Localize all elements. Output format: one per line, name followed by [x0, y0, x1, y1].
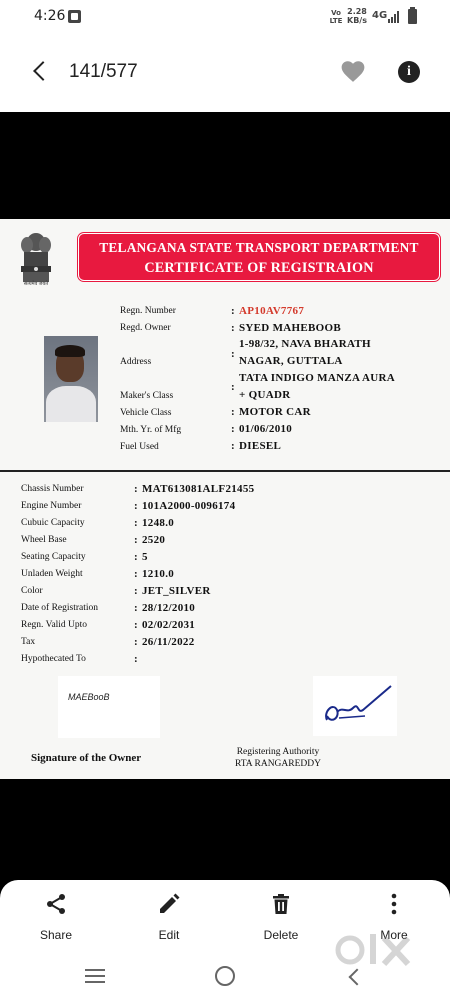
field-label: Hypothecated To — [21, 654, 86, 664]
field-value: 5 — [142, 551, 148, 563]
field-label: Regn. Valid Upto — [21, 620, 88, 630]
field-value: 2520 — [142, 534, 166, 546]
top-app-bar — [0, 34, 450, 112]
status-bar — [0, 0, 450, 34]
emblem-caption: सत्यमेव जयते — [23, 282, 49, 287]
field-label: Address — [120, 357, 152, 367]
gallery-notification-icon — [68, 10, 81, 23]
battery-icon — [408, 9, 417, 24]
field-value: 28/12/2010 — [142, 602, 196, 614]
more-label: More — [380, 928, 408, 942]
network-type: 4G — [372, 10, 388, 21]
recent-apps-button[interactable] — [85, 968, 105, 984]
field-label: Fuel Used — [120, 442, 159, 452]
field-value: 02/02/2031 — [142, 619, 196, 631]
field-value: JET_SILVER — [142, 585, 211, 597]
field-value: 1248.0 — [142, 517, 175, 529]
status-time: 4:26 — [34, 8, 66, 24]
field-label: Tax — [21, 637, 36, 647]
field-label: Mth. Yr. of Mfg — [120, 425, 182, 435]
regn-number-value: AP10AV7767 — [239, 305, 305, 317]
address-value-line2: NAGAR, GUTTALA — [239, 355, 343, 367]
edit-label: Edit — [158, 928, 180, 942]
banner-certificate-title: CERTIFICATE OF REGISTRAION — [144, 260, 374, 276]
address-value-line1: 1-98/32, NAVA BHARATH — [239, 338, 371, 350]
field-label: Maker's Class — [120, 391, 174, 401]
vehicle-class-value: MOTOR CAR — [239, 406, 311, 418]
makers-class-value-line2: + QUADR — [239, 389, 291, 401]
field-label: Color — [21, 586, 43, 596]
certificate-banner — [78, 233, 440, 281]
banner-department: TELANGANA STATE TRANSPORT DEPARTMENT — [99, 240, 419, 255]
back-button[interactable] — [26, 56, 56, 86]
field-value: 26/11/2022 — [142, 636, 195, 648]
field-value: MAT613081ALF21455 — [142, 483, 255, 495]
share-button[interactable] — [21, 892, 91, 942]
owner-photo — [44, 336, 98, 422]
delete-button[interactable] — [246, 892, 316, 942]
field-value: 101A2000-0096174 — [142, 500, 236, 512]
network-speed: 2.28 KB/s — [347, 7, 367, 25]
field-label: Seating Capacity — [21, 552, 86, 562]
authority-name: RTA RANGAREDDY — [234, 759, 322, 769]
national-emblem-icon — [14, 227, 58, 289]
delete-label: Delete — [263, 928, 299, 942]
owner-value: SYED MAHEBOOB — [239, 322, 341, 334]
edit-button[interactable] — [134, 892, 204, 942]
share-label: Share — [39, 928, 73, 942]
trash-icon — [269, 892, 293, 916]
authority-signature-icon — [313, 676, 397, 736]
section-divider — [0, 470, 450, 472]
fuel-value: DIESEL — [239, 440, 282, 452]
field-label: Wheel Base — [21, 535, 67, 545]
image-counter: 141/577 — [69, 61, 138, 82]
info-icon[interactable]: i — [398, 61, 420, 83]
signal-icon — [388, 11, 402, 23]
owner-signature-text: MAEBooB — [68, 692, 110, 702]
authority-signature-box — [313, 676, 397, 736]
makers-class-value-line1: TATA INDIGO MANZA AURA — [239, 372, 396, 384]
authority-title: Registering Authority — [236, 747, 320, 757]
mfg-date-value: 01/06/2010 — [239, 423, 293, 435]
field-label: Chassis Number — [21, 484, 84, 494]
owner-signature-box — [58, 676, 160, 738]
field-label: Date of Registration — [21, 603, 99, 613]
share-icon — [44, 892, 68, 916]
owner-signature-label: Signature of the Owner — [31, 752, 142, 764]
registering-authority — [230, 746, 326, 770]
field-label: Engine Number — [21, 501, 82, 511]
pencil-icon — [157, 892, 181, 916]
field-label: Cubuic Capacity — [21, 518, 85, 528]
favorite-heart-icon[interactable] — [340, 59, 366, 83]
registration-certificate-image: सत्यमेव जयते TELANGANA STATE TRANSPORT DEPARTMENT CERTIFICATE OF REGISTRAION Regn. Number : AP10AV7767 Regd. Owner : SYED MAHEBOOB Address : 1-98/32, NAVA BHARATH NAGAR, GUTTALA Maker's Class : TATA INDIGO MANZA AURA + QUADR Vehicle Class : MOTOR CAR Mth. Yr. of Mfg : 01/06/2010 Fuel Used : DIESEL Chassis Number : MAT613081ALF21455 Engine Number : 101A2000-0096174 Cubuic Capacity : 1248.0 Wheel Base : 2520 Seating Capacity : 5 Unladen Weight : 1210.0 Color : JET_SILVER Date of Registration : 28/12/2010 Regn. Valid Upto : 02/02/2031 Tax : 26/11/2022 Hypothecated To : MAEBooB Signature of the Owner Registering Authority RTA RANGAREDDY — [0, 219, 450, 779]
field-label: Unladen Weight — [21, 569, 83, 579]
system-back-button[interactable] — [346, 968, 362, 984]
field-label: Regd. Owner — [120, 323, 171, 333]
more-vert-icon — [382, 892, 406, 916]
field-label: Regn. Number — [120, 306, 176, 316]
home-button[interactable] — [215, 966, 235, 986]
field-value: 1210.0 — [142, 568, 175, 580]
volte-indicator: Vo LTE — [329, 9, 343, 25]
field-label: Vehicle Class — [120, 408, 172, 418]
olx-watermark-logo — [334, 930, 418, 970]
